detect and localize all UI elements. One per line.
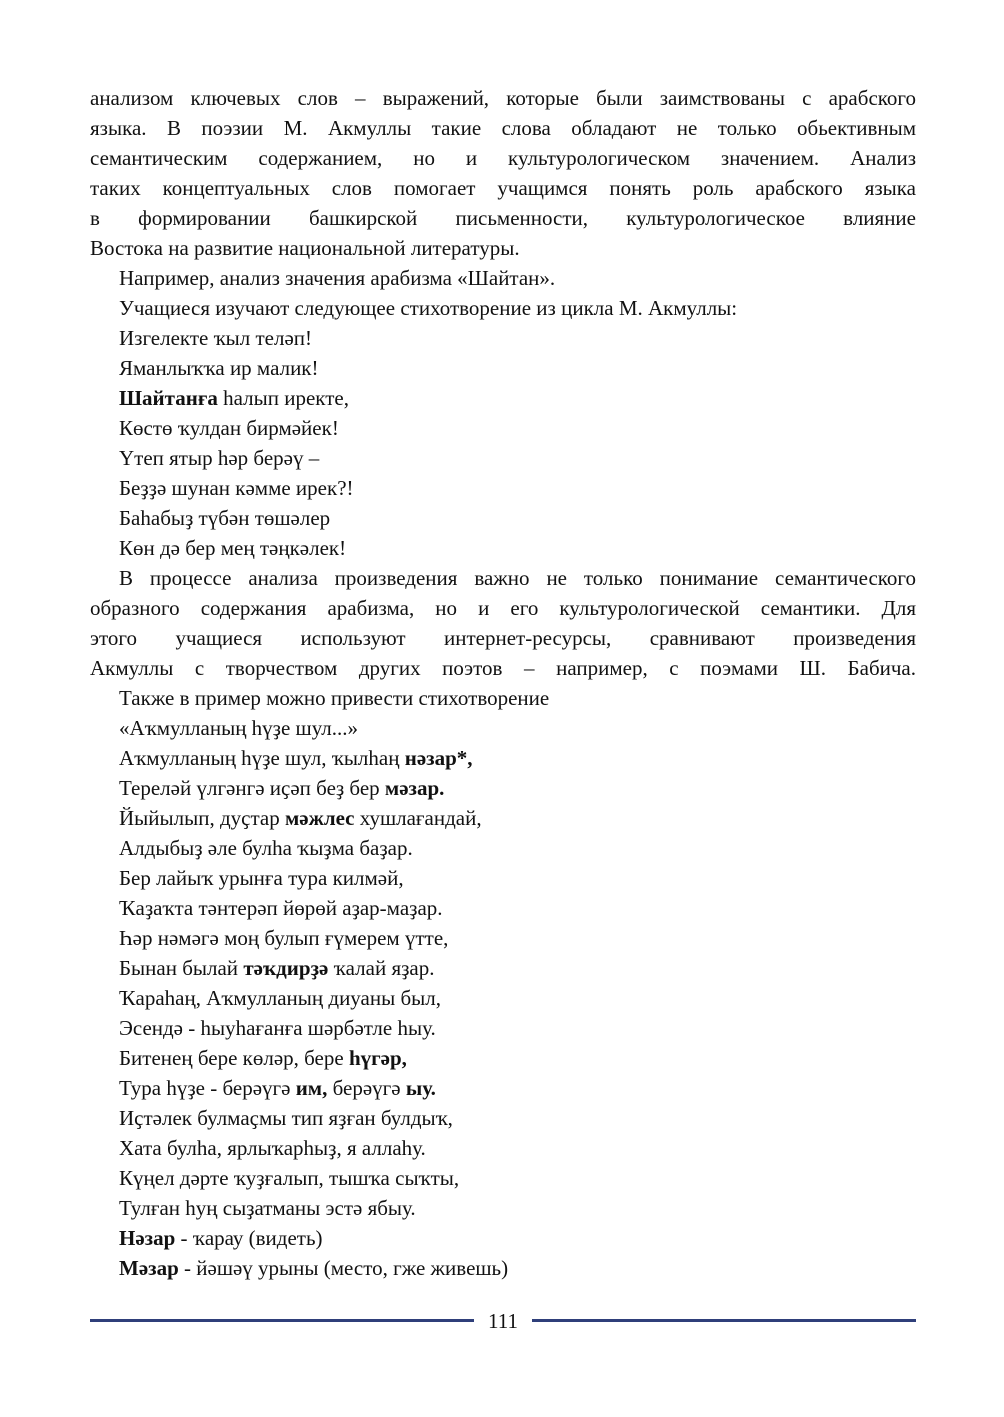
poem2-line (90, 743, 916, 773)
poem2-line: Алдыбыҙ әле булһа ҡыҙма баҙар. (119, 836, 413, 860)
poem-text: Битенең бере көләр, бере (119, 1046, 349, 1070)
poem1-line: Көстө ҡулдан бирмәйек! (119, 416, 339, 440)
page-number: 111 (488, 1309, 518, 1333)
paragraph-line: анализом ключевых слов – выражений, которые были заимствованы с арабского (90, 86, 916, 110)
poem-text: берәүгә (327, 1076, 406, 1100)
poem1-line: Үтеп ятыр һәр берәү – (119, 446, 320, 470)
highlighted-word: тәҡдирҙә (243, 956, 329, 980)
poem1-line: Баһабыҙ түбән төшәлер (119, 506, 331, 530)
paragraph-line: Востока на развитие национальной литературы. (90, 236, 520, 260)
highlighted-word: Шайтанға (119, 386, 218, 410)
page-footer (90, 1306, 916, 1336)
poem1-line: Беҙҙә шунан кәмме ирек?! (119, 476, 354, 500)
glossary-term: Нәзар (119, 1226, 176, 1250)
paragraph-line: этого учащиеся используют интернет-ресурсы, сравнивают произведения (90, 626, 916, 650)
poem1-line (90, 383, 916, 413)
glossary-definition: - ҡарау (видеть) (175, 1226, 323, 1250)
paragraph-line: образного содержания арабизма, но и его культурологической семантики. Для (90, 596, 916, 620)
poem2-line: Тулған һуң сыҙатманы эстә ябыу. (119, 1196, 416, 1220)
poem2-line: Иҫтәлек булмаҫмы тип яҙған булдыҡ, (119, 1106, 453, 1130)
poem-text: Йыйылып, дуҫтар (119, 806, 285, 830)
poem-text: һалып иректе, (217, 386, 349, 410)
poem2-line: Һәр нәмәгә моң булып ғүмерем үтте, (119, 926, 449, 950)
poem2-line: Эсендә - һыуһағанға шәрбәтле һыу. (119, 1016, 436, 1040)
poem1-line: Көн дә бер мең тәңкәлек! (119, 536, 347, 560)
poem2-line (90, 1073, 916, 1103)
footer-rule-right (532, 1319, 916, 1322)
glossary-definition: - йәшәү урыны (место, гже живешь) (178, 1256, 509, 1280)
paragraph-line: языка. В поэзии М. Акмуллы такие слова обладают не только обьективным (90, 116, 916, 140)
highlighted-word: мәжлес (284, 806, 355, 830)
poem-text: Бынан былай (119, 956, 244, 980)
highlighted-word: ыу. (405, 1076, 436, 1100)
poem2-line: Ҡаҙаҡта тәнтерәп йөрөй аҙар-маҙар. (119, 896, 443, 920)
poem1-line: Изгелекте ҡыл теләп! (119, 326, 312, 350)
paragraph-line: в формировании башкирской письменности, культурологическое влияние (90, 206, 916, 230)
highlighted-word: им, (295, 1076, 328, 1100)
paragraph-line: таких концептуальных слов помогает учащимся понять роль арабского языка (90, 176, 916, 200)
glossary-entry (90, 1253, 916, 1283)
highlighted-word: һүгәр, (348, 1046, 407, 1070)
glossary-term: Мәзар (119, 1256, 179, 1280)
poem-text: Тура һүҙе - берәүгә (119, 1076, 296, 1100)
example-line: Например, анализ значения арабизма «Шайтан». (119, 266, 556, 290)
poem-text: хушлағандай, (354, 806, 482, 830)
paragraph-line: семантическим содержанием, но и культурологическом значением. Анализ (90, 146, 916, 170)
page-text (90, 83, 916, 1283)
highlighted-word: мәзар. (384, 776, 445, 800)
poem2-line (90, 773, 916, 803)
poem2-line: Хата булһа, ярлыҡарһыҙ, я аллаһу. (119, 1136, 426, 1160)
poem1-line: Яманлыҡҡа ир малик! (119, 356, 319, 380)
poem2-line: Бер лайыҡ урынға тура килмәй, (119, 866, 404, 890)
poem-text: ҡалай яҙар. (328, 956, 435, 980)
poem-text: Тереләй үлгәнгә иҫәп беҙ бер (119, 776, 385, 800)
poem2-line: Ҡараһаң, Аҡмулланың диуаны был, (119, 986, 441, 1010)
also-line: Также в пример можно привести стихотворение (119, 686, 550, 710)
highlighted-word: нәзар*, (404, 746, 473, 770)
poem2-line: Күңел дәрте ҡуҙғалып, тышҡа сыҡты, (119, 1166, 460, 1190)
study-line: Учащиеся изучают следующее стихотворение из цикла М. Акмуллы: (119, 296, 738, 320)
paragraph-line: В процессе анализа произведения важно не только понимание семантического (119, 566, 916, 590)
poem2-line (90, 1043, 916, 1073)
footer-rule-left (90, 1319, 474, 1322)
poem2-line (90, 803, 916, 833)
glossary-entry (90, 1223, 916, 1253)
poem2-line (90, 953, 916, 983)
poem-text: Аҡмулланың һүҙе шул, ҡылһаң (119, 746, 405, 770)
poem2-title: «Аҡмулланың һүҙе шул...» (119, 716, 359, 740)
paragraph-line: Акмуллы с творчеством других поэтов – например, с поэмами Ш. Бабича. (90, 656, 916, 680)
